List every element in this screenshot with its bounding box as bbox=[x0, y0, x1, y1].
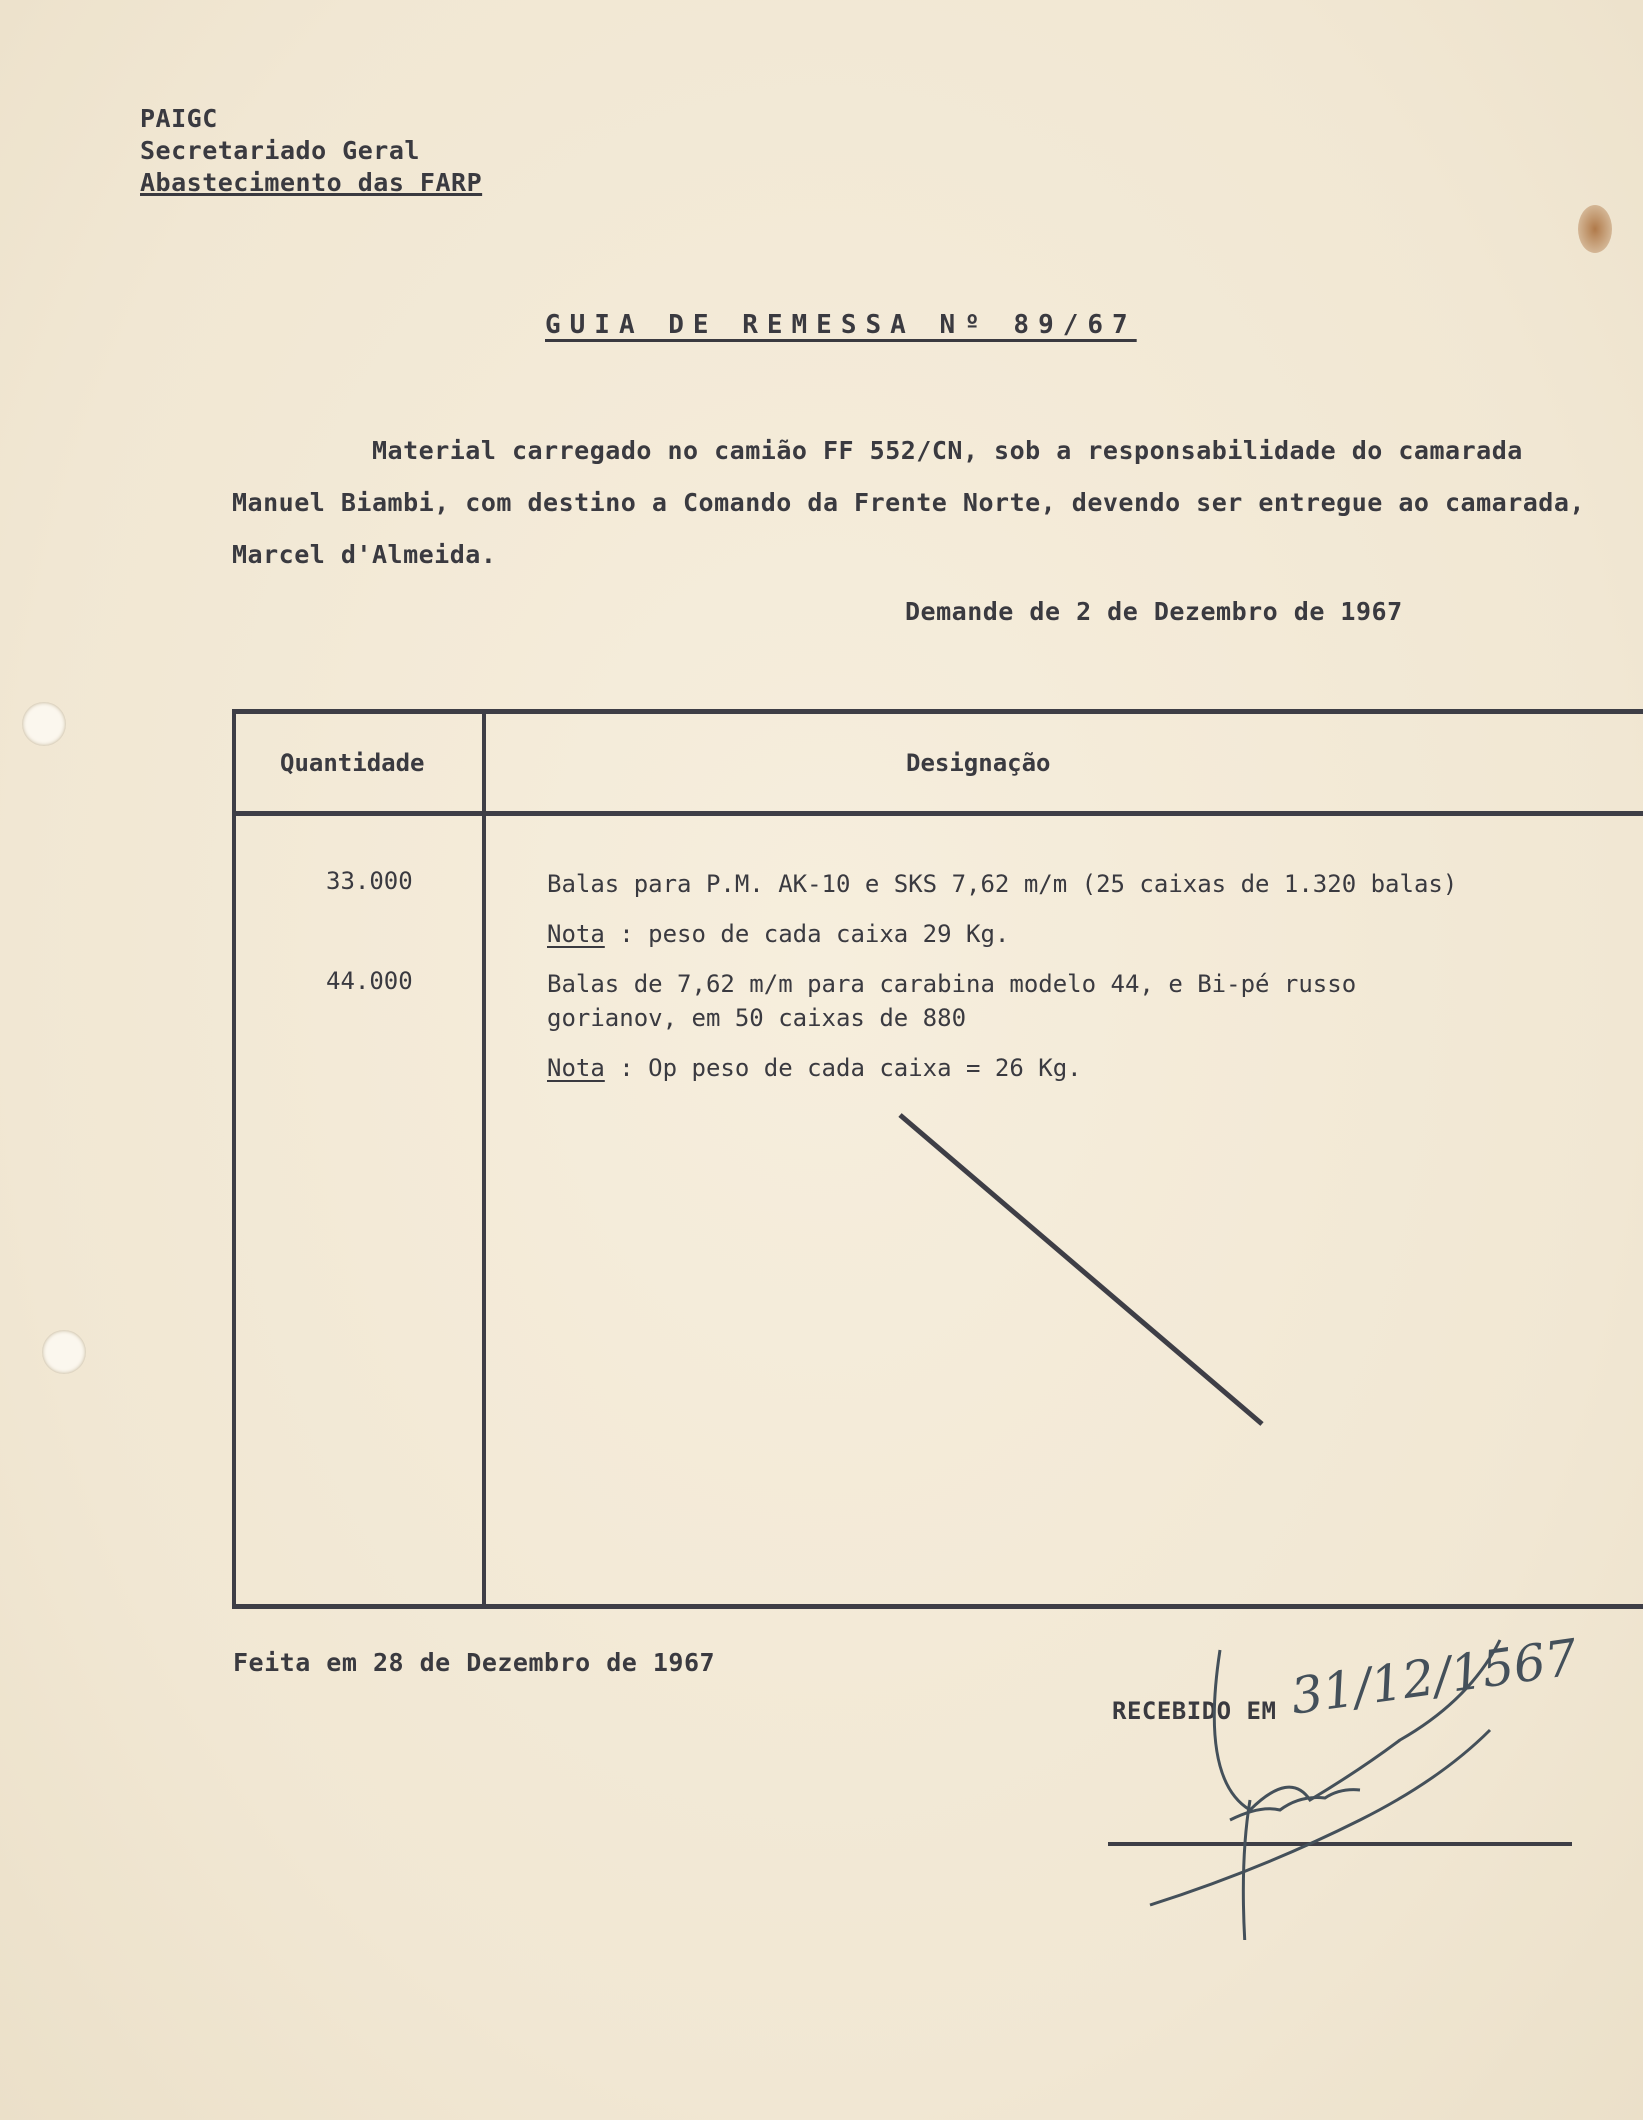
punch-hole-bottom bbox=[42, 1330, 86, 1374]
cancel-diagonal-line bbox=[232, 709, 1643, 1609]
unit-name: Abastecimento das FARP bbox=[140, 168, 483, 197]
paper-stain bbox=[1578, 205, 1612, 253]
row-1-quantity: 33.000 bbox=[326, 867, 413, 895]
demand-date: Demande de 2 de Dezembro de 1967 bbox=[905, 597, 1403, 626]
row-2-note-text: : Op peso de cada caixa = 26 Kg. bbox=[619, 1054, 1082, 1082]
row-2-note-label: Nota bbox=[547, 1054, 605, 1082]
received-label: RECEBIDO EM bbox=[1112, 1697, 1277, 1725]
body-paragraph bbox=[232, 425, 1622, 581]
made-on-date: Feita em 28 de Dezembro de 1967 bbox=[233, 1648, 716, 1677]
document-title: GUIA DE REMESSA Nº 89/67 bbox=[545, 310, 1137, 340]
received-date-handwritten: 31/12/1567 bbox=[1287, 1628, 1581, 1726]
row-2-designation-line-2: gorianov, em 50 caixas de 880 bbox=[547, 1004, 967, 1032]
department: Secretariado Geral bbox=[140, 136, 420, 165]
org-name: PAIGC bbox=[140, 104, 218, 133]
paragraph-text: Material carregado no camião FF 552/CN, sob a responsabilidade do camarada Manuel Biambi, com destino a Comando da Frente Norte, devendo ser entregue ao camarada, Marcel d'Almeida. bbox=[232, 436, 1585, 569]
shipment-table bbox=[232, 709, 1643, 1609]
punch-hole-top bbox=[22, 702, 66, 746]
row-1-note-text: : peso de cada caixa 29 Kg. bbox=[619, 920, 1010, 948]
row-1-note-label: Nota bbox=[547, 920, 605, 948]
row-2-designation-line-1: Balas de 7,62 m/m para carabina modelo 44, e Bi-pé russo bbox=[547, 970, 1357, 998]
letterhead bbox=[140, 103, 482, 199]
handwritten-signature bbox=[1140, 1620, 1520, 1940]
header-designation: Designação bbox=[906, 749, 1051, 777]
row-2-quantity: 44.000 bbox=[326, 967, 413, 995]
header-quantity: Quantidade bbox=[280, 749, 425, 777]
row-1-designation: Balas para P.M. AK-10 e SKS 7,62 m/m (25 caixas de 1.320 balas) bbox=[547, 870, 1458, 898]
